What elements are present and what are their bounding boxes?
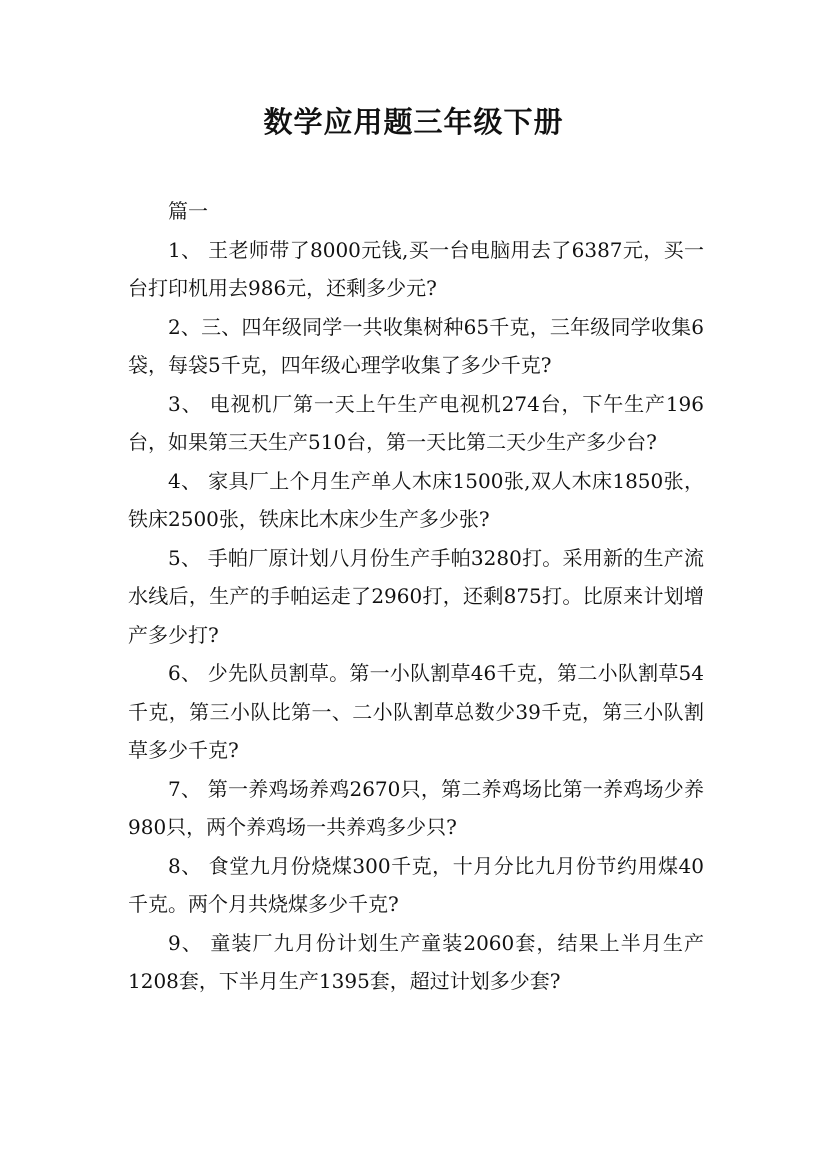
problem-7: 7、 第一养鸡场养鸡2670只，第二养鸡场比第一养鸡场少养980只，两个养鸡场一共养鸡多少只? xyxy=(128,776,704,839)
problem-4: 4、 家具厂上个月生产单人木床1500张,双人木床1850张，铁床2500张，铁床比木床少生产多少张? xyxy=(128,468,704,531)
document-title: 数学应用题三年级下册 xyxy=(263,105,564,139)
problem-2: 2、三、四年级同学一共收集树种65千克，三年级同学收集6袋，每袋5千克，四年级心理学收集了多少千克? xyxy=(128,314,704,377)
document-body xyxy=(128,192,704,1001)
problem-8: 8、 食堂九月份烧煤300千克，十月分比九月份节约用煤40千克。两个月共烧煤多少千克? xyxy=(128,853,704,916)
problem-3: 3、 电视机厂第一天上午生产电视机274台，下午生产196台，如果第三天生产510台，第一天比第二天少生产多少台? xyxy=(128,391,704,454)
problem-9: 9、 童装厂九月份计划生产童装2060套，结果上半月生产1208套，下半月生产1395套，超过计划多少套? xyxy=(128,930,704,993)
problem-1: 1、 王老师带了8000元钱,买一台电脑用去了6387元，买一台打印机用去986元，还剩多少元? xyxy=(128,237,704,300)
problem-5: 5、 手帕厂原计划八月份生产手帕3280打。采用新的生产流水线后，生产的手帕运走了2960打，还剩875打。比原来计划增产多少打? xyxy=(128,545,704,647)
problem-6: 6、 少先队员割草。第一小队割草46千克，第二小队割草54千克，第三小队比第一、二小队割草总数少39千克，第三小队割草多少千克? xyxy=(128,661,704,762)
section-heading: 篇一 xyxy=(168,199,208,223)
